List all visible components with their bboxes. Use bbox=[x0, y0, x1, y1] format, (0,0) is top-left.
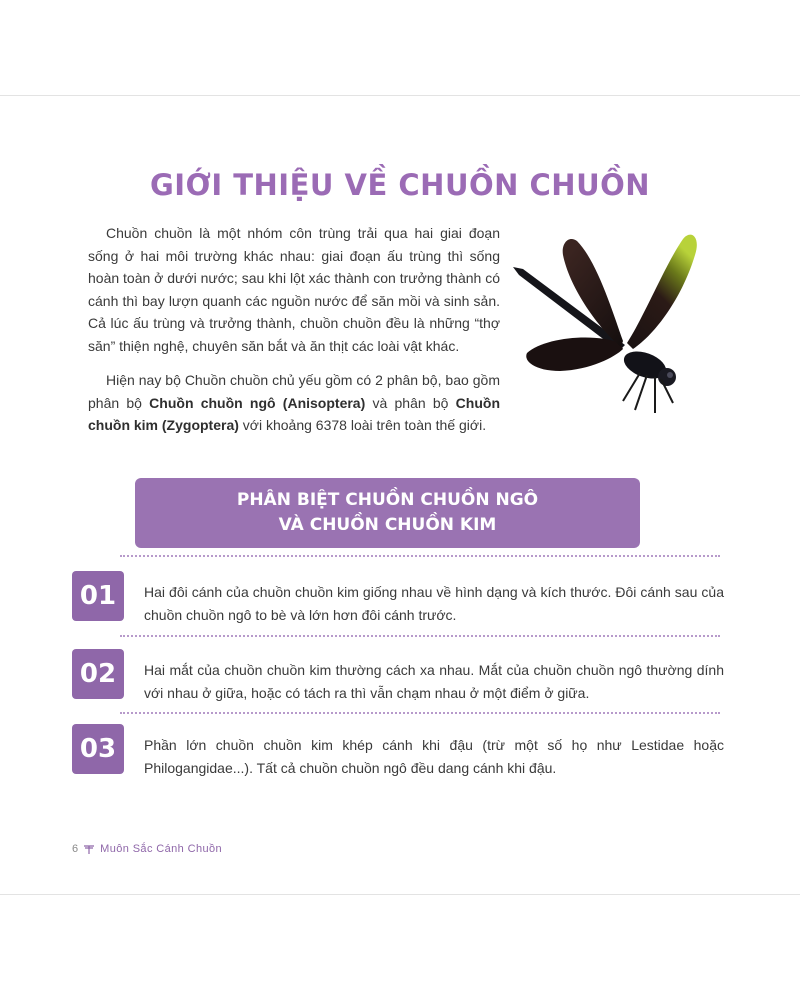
book-title: Muôn Sắc Cánh Chuồn bbox=[100, 843, 223, 855]
dragonfly-icon bbox=[83, 844, 95, 854]
banner-line-2: VÀ CHUỒN CHUỒN KIM bbox=[278, 515, 497, 535]
banner-line-1: PHÂN BIỆT CHUỒN CHUỒN NGÔ bbox=[236, 490, 539, 510]
dotted-divider bbox=[120, 635, 720, 637]
item-text: Hai mắt của chuồn chuồn kim thường cách xa nhau. Mắt của chuồn chuồn ngô thường dính với nhau ở giữa, hoặc có tách ra thì vẫn chạm nhau ở một điểm ở giữa. bbox=[144, 662, 724, 701]
intro-text: và phân bộ bbox=[365, 394, 456, 411]
item-number: 02 bbox=[72, 649, 124, 699]
item-text: Hai đôi cánh của chuồn chuồn kim giống nhau về hình dạng và kích thước. Đôi cánh sau của chuồn chuồn ngô to bè và lớn hơn đôi cánh trước. bbox=[144, 584, 724, 623]
dotted-divider bbox=[120, 712, 720, 714]
intro-text: Hiện nay bộ Chuồn chuồn chủ yếu gồm có 2 phân bộ, bao gồm phân bộ bbox=[88, 372, 500, 411]
page-title: GIỚI THIỆU VỀ CHUỒN CHUỒN bbox=[149, 168, 651, 202]
item-number: 01 bbox=[72, 571, 124, 621]
dotted-divider bbox=[120, 555, 720, 557]
dragonfly-illustration bbox=[505, 225, 705, 425]
item-number: 03 bbox=[72, 724, 124, 774]
item-text: Phần lớn chuồn chuồn kim khép cánh khi đậu (trừ một số họ như Lestidae hoặc Philogangidae...). Tất cả chuồn chuồn ngô đều dang cánh khi đậu. bbox=[144, 737, 724, 776]
intro-paragraph-2 bbox=[88, 369, 500, 437]
comparison-banner bbox=[135, 478, 640, 548]
page-number: 6 bbox=[72, 843, 79, 855]
intro-paragraph-1: Chuồn chuồn là một nhóm côn trùng trải qua hai giai đoạn sống ở hai môi trường khác nhau: giai đoạn ấu trùng thì sống hoàn toàn ở dưới nước; sau khi lột xác thành con trưởng thành có cánh thì bay lượn quanh các nguồn nước để săn mồi và sinh sản. Cả lúc ấu trùng và trưởng thành, chuồn chuồn đều là những “thợ săn” thiện nghệ, chuyên săn bắt và ăn thịt các loài vật khác. bbox=[88, 225, 500, 354]
intro-section bbox=[88, 222, 500, 449]
page-footer bbox=[72, 843, 222, 855]
intro-text: với khoảng 6378 loài trên toàn thế giới. bbox=[238, 417, 487, 433]
suborder-zygoptera: Chuồn chuồn kim (Zygoptera) bbox=[88, 394, 500, 433]
suborder-anisoptera: Chuồn chuồn ngô (Anisoptera) bbox=[149, 394, 366, 411]
